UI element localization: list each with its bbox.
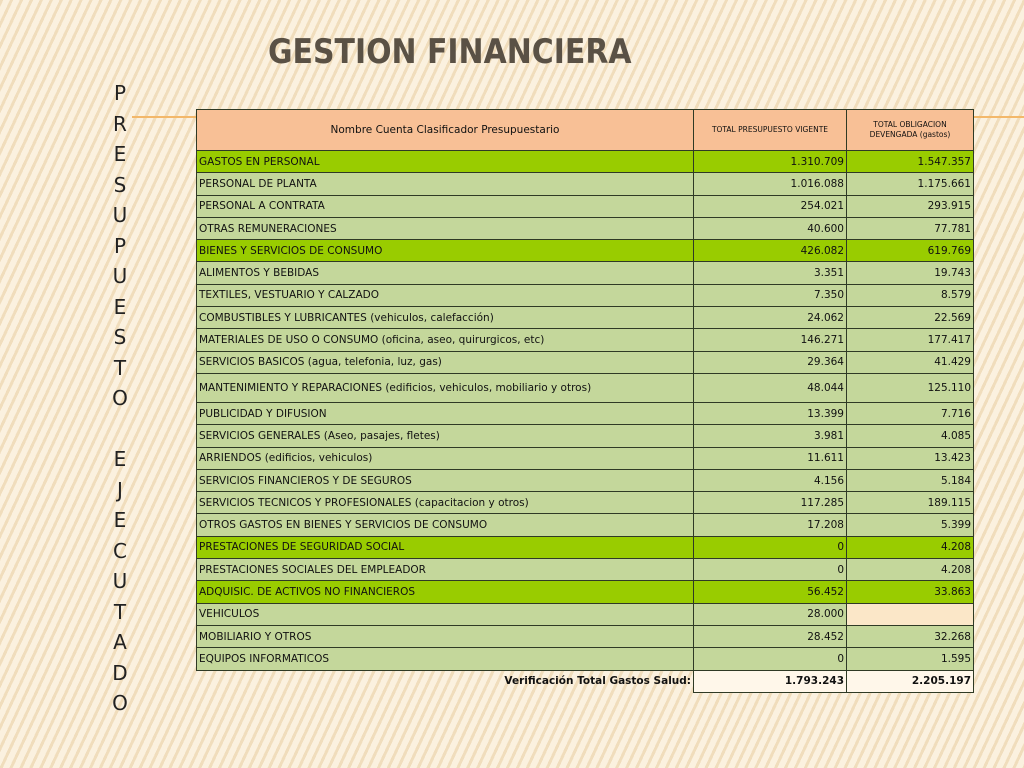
cell-obligacion-devengada: 19.743 xyxy=(847,262,974,284)
side-letter: U xyxy=(112,203,128,227)
table-row xyxy=(197,447,974,469)
cell-account-name: OTROS GASTOS EN BIENES Y SERVICIOS DE CONSUMO xyxy=(197,514,694,536)
cell-account-name: OTRAS REMUNERACIONES xyxy=(197,217,694,239)
table-row xyxy=(197,373,974,402)
cell-account-name: PERSONAL A CONTRATA xyxy=(197,195,694,217)
cell-presupuesto-vigente: 254.021 xyxy=(694,195,847,217)
table-row xyxy=(197,402,974,424)
column-header-devengada: TOTAL OBLIGACION DEVENGADA (gastos) xyxy=(847,110,974,151)
cell-obligacion-devengada: 1.595 xyxy=(847,648,974,670)
cell-presupuesto-vigente: 4.156 xyxy=(694,469,847,491)
cell-presupuesto-vigente: 40.600 xyxy=(694,217,847,239)
cell-obligacion-devengada: 32.268 xyxy=(847,625,974,647)
cell-obligacion-devengada: 4.208 xyxy=(847,559,974,581)
cell-account-name: MATERIALES DE USO O CONSUMO (oficina, aseo, quirurgicos, etc) xyxy=(197,329,694,351)
cell-obligacion-devengada: 5.184 xyxy=(847,469,974,491)
total-label: Verificación Total Gastos Salud: xyxy=(197,670,694,692)
total-row xyxy=(197,670,974,692)
cell-obligacion-devengada: 4.208 xyxy=(847,536,974,558)
column-header-name: Nombre Cuenta Clasificador Presupuestario xyxy=(197,110,694,151)
column-header-vigente: TOTAL PRESUPUESTO VIGENTE xyxy=(694,110,847,151)
side-letter: E xyxy=(113,142,127,166)
cell-account-name: SERVICIOS TECNICOS Y PROFESIONALES (capacitacion y otros) xyxy=(197,492,694,514)
cell-account-name: VEHICULOS xyxy=(197,603,694,625)
side-letter: S xyxy=(113,172,127,197)
cell-account-name: MANTENIMIENTO Y REPARACIONES (edificios, vehiculos, mobiliario y otros) xyxy=(197,373,694,402)
cell-presupuesto-vigente: 426.082 xyxy=(694,240,847,262)
table-row xyxy=(197,603,974,625)
table-header-row xyxy=(197,110,974,151)
cell-account-name: ALIMENTOS Y BEBIDAS xyxy=(197,262,694,284)
cell-account-name: BIENES Y SERVICIOS DE CONSUMO xyxy=(197,240,694,262)
cell-account-name: TEXTILES, VESTUARIO Y CALZADO xyxy=(197,284,694,306)
cell-presupuesto-vigente: 11.611 xyxy=(694,447,847,469)
cell-account-name: SERVICIOS GENERALES (Aseo, pasajes, fletes) xyxy=(197,425,694,447)
page-title: GESTION FINANCIERA xyxy=(268,32,632,72)
cell-obligacion-devengada: 33.863 xyxy=(847,581,974,603)
cell-obligacion-devengada: 1.547.357 xyxy=(847,151,974,173)
side-letter: D xyxy=(112,660,128,685)
cell-account-name: PRESTACIONES SOCIALES DEL EMPLEADOR xyxy=(197,559,694,581)
cell-account-name: MOBILIARIO Y OTROS xyxy=(197,625,694,647)
side-letter: A xyxy=(113,630,127,654)
cell-obligacion-devengada: 41.429 xyxy=(847,351,974,373)
table-row xyxy=(197,195,974,217)
side-letter: P xyxy=(113,233,127,258)
table-row xyxy=(197,151,974,173)
side-letter: J xyxy=(117,477,123,502)
total-vigente: 1.793.243 xyxy=(694,670,847,692)
side-letter: O xyxy=(112,386,128,410)
cell-obligacion-devengada: 5.399 xyxy=(847,514,974,536)
side-letter: P xyxy=(113,81,127,105)
cell-obligacion-devengada: 125.110 xyxy=(847,373,974,402)
cell-obligacion-devengada: 177.417 xyxy=(847,329,974,351)
side-letter: T xyxy=(113,355,127,380)
side-letter: S xyxy=(113,325,127,349)
total-devengada: 2.205.197 xyxy=(847,670,974,692)
cell-presupuesto-vigente: 28.000 xyxy=(694,603,847,625)
side-label-vertical xyxy=(108,78,132,719)
side-letter: T xyxy=(113,599,127,624)
side-letter: E xyxy=(113,294,127,319)
cell-presupuesto-vigente: 0 xyxy=(694,559,847,581)
table-row xyxy=(197,351,974,373)
cell-obligacion-devengada: 189.115 xyxy=(847,492,974,514)
cell-account-name: GASTOS EN PERSONAL xyxy=(197,151,694,173)
cell-presupuesto-vigente: 28.452 xyxy=(694,625,847,647)
table-row xyxy=(197,262,974,284)
table-row xyxy=(197,240,974,262)
table-row xyxy=(197,581,974,603)
table-row xyxy=(197,425,974,447)
cell-account-name: SERVICIOS FINANCIEROS Y DE SEGUROS xyxy=(197,469,694,491)
cell-presupuesto-vigente: 1.016.088 xyxy=(694,173,847,195)
table-row xyxy=(197,625,974,647)
cell-presupuesto-vigente: 13.399 xyxy=(694,402,847,424)
table-row xyxy=(197,536,974,558)
cell-obligacion-devengada: 4.085 xyxy=(847,425,974,447)
cell-presupuesto-vigente: 17.208 xyxy=(694,514,847,536)
budget-table xyxy=(196,109,974,693)
cell-presupuesto-vigente: 146.271 xyxy=(694,329,847,351)
cell-presupuesto-vigente: 29.364 xyxy=(694,351,847,373)
cell-account-name: ARRIENDOS (edificios, vehiculos) xyxy=(197,447,694,469)
cell-presupuesto-vigente: 117.285 xyxy=(694,492,847,514)
side-letter: E xyxy=(113,508,127,532)
cell-account-name: ADQUISIC. DE ACTIVOS NO FINANCIEROS xyxy=(197,581,694,603)
cell-presupuesto-vigente: 0 xyxy=(694,648,847,670)
side-letter: R xyxy=(113,111,127,136)
cell-obligacion-devengada: 1.175.661 xyxy=(847,173,974,195)
side-letter: U xyxy=(112,264,128,288)
table-row xyxy=(197,217,974,239)
side-letter: C xyxy=(113,538,127,563)
cell-obligacion-devengada: 619.769 xyxy=(847,240,974,262)
side-letter: O xyxy=(112,691,128,715)
cell-presupuesto-vigente: 3.981 xyxy=(694,425,847,447)
cell-presupuesto-vigente: 7.350 xyxy=(694,284,847,306)
cell-account-name: EQUIPOS INFORMATICOS xyxy=(197,648,694,670)
cell-account-name: PUBLICIDAD Y DIFUSION xyxy=(197,402,694,424)
cell-obligacion-devengada xyxy=(847,603,974,625)
cell-account-name: PRESTACIONES DE SEGURIDAD SOCIAL xyxy=(197,536,694,558)
table-row xyxy=(197,559,974,581)
cell-presupuesto-vigente: 3.351 xyxy=(694,262,847,284)
side-letter: U xyxy=(112,569,128,593)
table-row xyxy=(197,514,974,536)
table-row xyxy=(197,284,974,306)
table-row xyxy=(197,329,974,351)
cell-obligacion-devengada: 7.716 xyxy=(847,402,974,424)
cell-account-name: SERVICIOS BASICOS (agua, telefonia, luz, gas) xyxy=(197,351,694,373)
table-row xyxy=(197,492,974,514)
cell-account-name: PERSONAL DE PLANTA xyxy=(197,173,694,195)
budget-table-container xyxy=(196,109,973,693)
table-row xyxy=(197,648,974,670)
cell-presupuesto-vigente: 48.044 xyxy=(694,373,847,402)
cell-obligacion-devengada: 293.915 xyxy=(847,195,974,217)
cell-account-name: COMBUSTIBLES Y LUBRICANTES (vehiculos, calefacción) xyxy=(197,307,694,329)
side-letter: E xyxy=(113,447,127,471)
cell-obligacion-devengada: 77.781 xyxy=(847,217,974,239)
side-label-gap xyxy=(108,414,132,445)
cell-obligacion-devengada: 13.423 xyxy=(847,447,974,469)
cell-presupuesto-vigente: 1.310.709 xyxy=(694,151,847,173)
table-row xyxy=(197,307,974,329)
cell-presupuesto-vigente: 0 xyxy=(694,536,847,558)
cell-presupuesto-vigente: 24.062 xyxy=(694,307,847,329)
cell-presupuesto-vigente: 56.452 xyxy=(694,581,847,603)
table-row xyxy=(197,469,974,491)
cell-obligacion-devengada: 22.569 xyxy=(847,307,974,329)
cell-obligacion-devengada: 8.579 xyxy=(847,284,974,306)
table-row xyxy=(197,173,974,195)
